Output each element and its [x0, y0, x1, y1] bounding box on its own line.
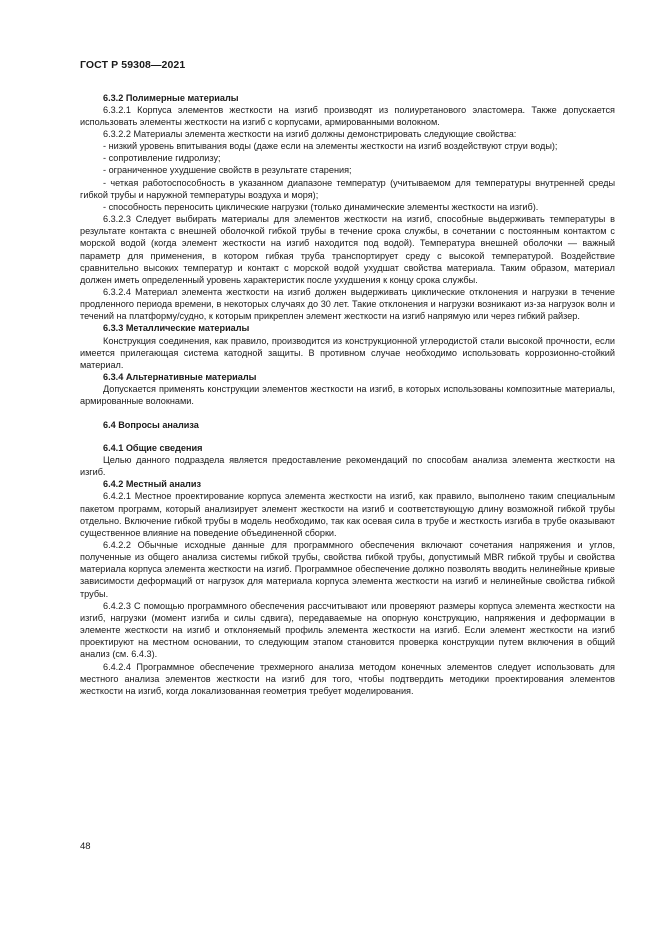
section-gap [80, 431, 615, 442]
paragraph-6-4-2-4: 6.4.2.4 Программное обеспечение трехмерного анализа методом конечных элементов следует использовать для местного анализа элементов жесткости на изгиб для того, чтобы подтвердить методики проектирования элементов жесткости на изгиб, когда локализованная геометрия требует моделирования. [80, 661, 615, 696]
page-body [80, 92, 615, 698]
section-heading-6-3-2: 6.3.2 Полимерные материалы [103, 92, 239, 103]
list-item: - ограниченное ухудшение свойств в результате старения; [103, 165, 352, 176]
document-header: ГОСТ Р 59308—2021 [80, 59, 186, 71]
section-heading-6-3-3: 6.3.3 Металлические материалы [103, 323, 250, 334]
paragraph-6-4-2-2: 6.4.2.2 Обычные исходные данные для программного обеспечения включают сочетания напряжения и углов, полученные из общего анализа системы гибкой трубы, свойства гибкой трубы, допустимый MBR гибкой трубы и свойства материала корпуса элемента жесткости на изгиб. Программное обеспечение должно позволять вводить нелинейные кривые зависимости деформаций от нагрузок для материала корпуса элемента жесткости на изгиб и нелинейные свойства гибкой трубы. [80, 539, 615, 599]
paragraph-6-3-2-4: 6.3.2.4 Материал элемента жесткости на изгиб должен выдерживать циклические отклонения и нагрузки в течение продленного периода времени, в некоторых случаях до 30 лет. Такие отклонения и нагрузки возникают из-за нагрузок волн и течений на платформу/судно, к которым прикреплен элемент жесткости на изгиб напрямую или через гибкий райзер. [80, 287, 615, 322]
list-item: - сопротивление гидролизу; [103, 153, 221, 164]
paragraph-6-3-3: Конструкция соединения, как правило, производится из конструкционной углеродистой стали высокой прочности, если имеется прилегающая система катодной защиты. В противном случае необходимо использовать коррозионно-стойкий материал. [80, 335, 615, 370]
paragraph-6-3-2-1: 6.3.2.1 Корпуса элементов жесткости на изгиб производят из полиуретанового эластомера. Также допускается использовать элементы жесткости на изгиб с корпусами, армированными волокном. [80, 104, 615, 127]
list-item: - способность переносить циклические нагрузки (только динамические элементы жесткости на изгиб). [103, 201, 539, 212]
paragraph-6-3-4: Допускается применять конструкции элементов жесткости на изгиб, в которых использованы композитные материалы, армированные волокнами. [80, 384, 615, 407]
list-item: - четкая работоспособность в указанном диапазоне температур (учитываемом для температуры внутренней среды гибкой трубы и наружной температуры воздуха и моря); [80, 177, 615, 200]
paragraph-6-3-2-3: 6.3.2.3 Следует выбирать материалы для элементов жесткости на изгиб, способные выдерживать температуры в результате контакта с внешней оболочкой гибкой трубы в течение срока службы, в сочетании с постоянным контактом с морской водой (когда элемент жесткости на изгиб находится под водой). Температура внешней оболочки — важный параметр для применения, в котором гибкая труба транспортирует среду с высокой температурой. Воздействие сравнительно высоких температур и контакт с морской водой ухудшат свойства материала. Таким образом, материал должен иметь определенный уровень характеристик после ухудшения к концу срока службы. [80, 214, 615, 285]
section-heading-6-4-2: 6.4.2 Местный анализ [103, 479, 201, 490]
section-heading-6-4-1: 6.4.1 Общие сведения [103, 442, 203, 453]
list-item: - низкий уровень впитывания воды (даже если на элементы жесткости на изгиб воздействуют струи воды); [103, 141, 558, 152]
section-heading-6-3-4: 6.3.4 Альтернативные материалы [103, 372, 257, 383]
paragraph-6-3-2-2: 6.3.2.2 Материалы элемента жесткости на изгиб должны демонстрировать следующие свойства: [103, 128, 517, 139]
paragraph-6-4-2-3: 6.4.2.3 С помощью программного обеспечения рассчитывают или проверяют размеры корпуса элемента жесткости на изгиб, нагрузки (момент изгиба и силы сдвига), передаваемые на опорную конструкцию, напряжения и деформации в элементе жесткости на изгиб и отклоняемый профиль элемента жесткости на изгиб. Если элемент жесткости на изгиб проектируют на местном основании, то следующим этапом становится проверка конструкции путем включения в общий анализ (см. 6.4.3). [80, 600, 615, 660]
paragraph-6-4-2-1: 6.4.2.1 Местное проектирование корпуса элемента жесткости на изгиб, как правило, выполнено таким специальным пакетом программ, который анализирует элемент жесткости на изгиб и соответствующую длину возможной гибкой трубы отдельно. Включение гибкой трубы в модель необходимо, так как осевая сила в трубе и жесткость изгиба в трубе оказывают существенное влияние на поведение объединенной сборки. [80, 491, 615, 538]
paragraph-6-4-1: Целью данного подраздела является предоставление рекомендаций по способам анализа элемента жесткости на изгиб. [80, 454, 615, 478]
section-heading-6-4: 6.4 Вопросы анализа [103, 419, 199, 430]
page-number: 48 [80, 841, 91, 852]
section-gap [80, 408, 615, 419]
